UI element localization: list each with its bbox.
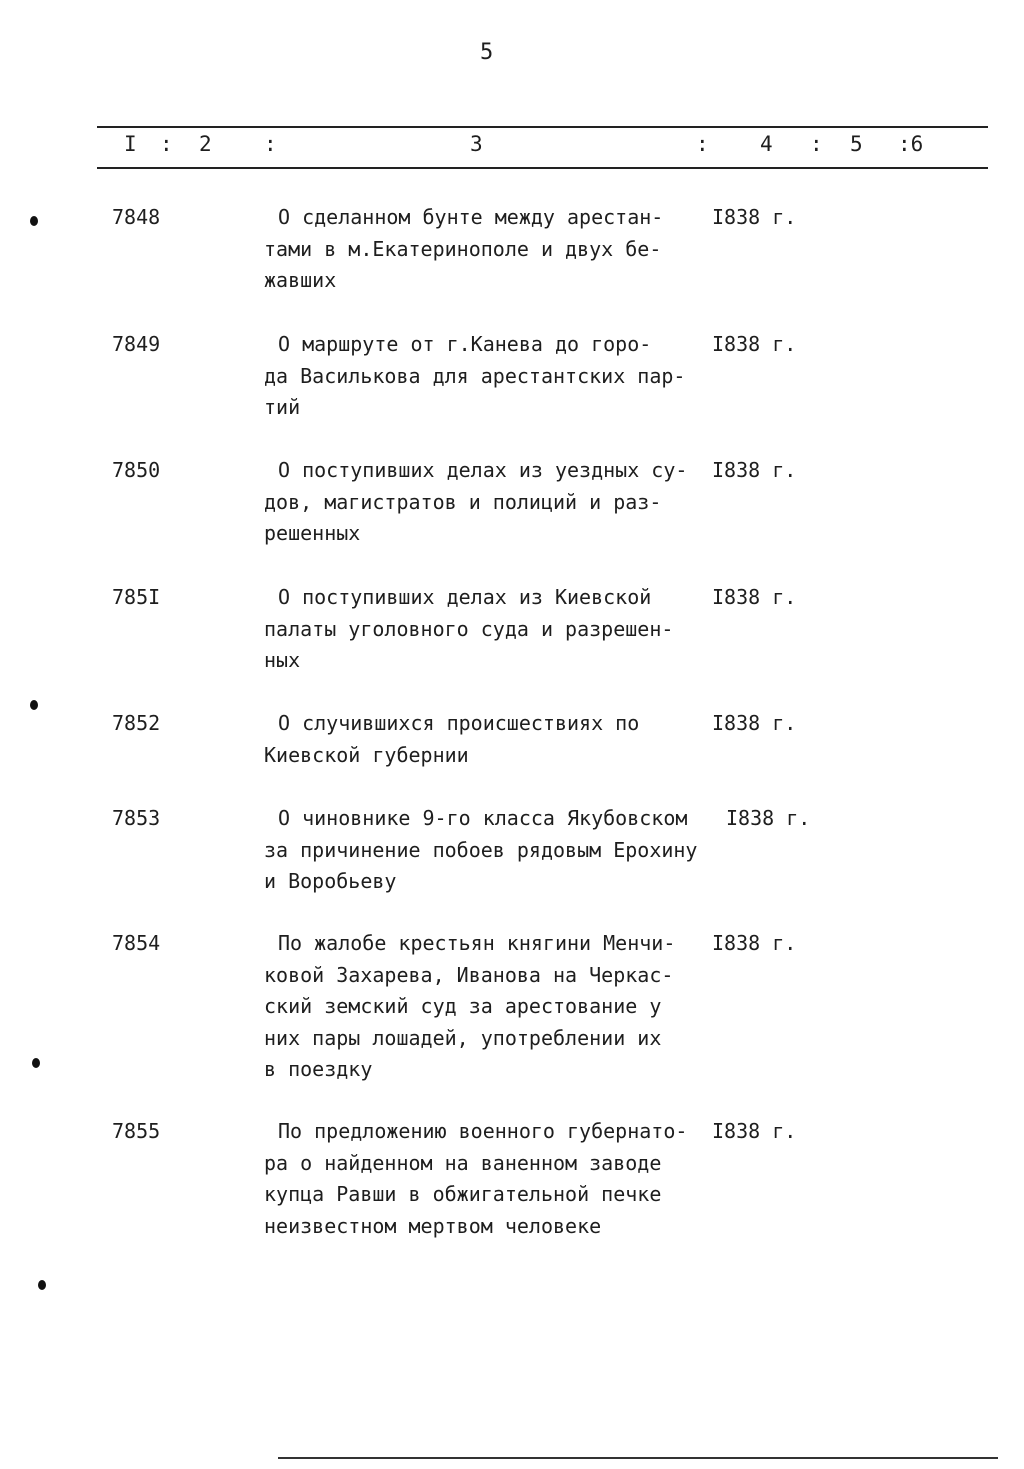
- case-description: [264, 803, 714, 898]
- description-line: О случившихся происшествиях по: [278, 711, 640, 735]
- description-line: неизвестном мертвом человеке: [264, 1213, 602, 1238]
- description-line: ных: [264, 648, 301, 672]
- case-year: I838 г.: [712, 931, 797, 955]
- description-line: них пары лошадей, употреблении их: [264, 1025, 662, 1050]
- description-line: О сделанном бунте между арестан-: [278, 205, 664, 229]
- column-header-3: 3: [470, 132, 483, 156]
- case-description: [264, 928, 714, 1086]
- case-number: 7852: [112, 711, 161, 735]
- case-number: 7854: [112, 931, 161, 955]
- case-number: 7848: [112, 205, 161, 229]
- column-separator: :: [264, 132, 277, 156]
- column-header-5: 5: [850, 132, 863, 156]
- case-year: I838 г.: [712, 585, 797, 609]
- case-number: 7849: [112, 332, 161, 356]
- description-line: в поездку: [264, 1057, 373, 1081]
- column-header-row: [0, 132, 1024, 162]
- description-line: ра о найденном на ваненном заводе: [264, 1150, 662, 1175]
- column-header-2: 2: [199, 132, 212, 156]
- description-line: жавших: [264, 268, 337, 292]
- case-number: 7853: [112, 806, 161, 830]
- description-line: По жалобе крестьян княгини Менчи-: [278, 931, 676, 955]
- description-line: О чиновнике 9-го класса Якубовском: [278, 806, 688, 830]
- binder-hole-mark: [32, 1058, 40, 1068]
- page-number: 5: [480, 40, 494, 65]
- case-description: [264, 202, 714, 297]
- description-line: тий: [264, 395, 301, 419]
- binder-hole-mark: [30, 216, 38, 226]
- description-line: ковой Захарева, Иванова на Черкас-: [264, 962, 674, 987]
- case-description: [264, 582, 714, 677]
- description-line: тами в м.Екатеринополе и двух бе-: [264, 236, 662, 261]
- description-line: Киевской губернии: [264, 742, 469, 767]
- bottom-edge-line: [278, 1457, 998, 1459]
- case-description: [264, 708, 714, 771]
- column-header-1: I: [124, 132, 137, 156]
- binder-hole-mark: [30, 700, 38, 710]
- description-line: решенных: [264, 521, 361, 545]
- description-line: ский земский суд за арестование у: [264, 994, 662, 1018]
- description-line: палаты уголовного суда и разрешен-: [264, 616, 674, 641]
- header-rule-top: [97, 126, 988, 128]
- description-line: да Василькова для арестантских пар-: [264, 363, 686, 388]
- case-year: I838 г.: [726, 806, 811, 830]
- description-line: О маршруте от г.Канева до горо-: [278, 332, 652, 356]
- description-line: По предложению военного губернато-: [278, 1119, 688, 1143]
- description-line: О поступивших делах из Киевской: [278, 585, 652, 609]
- description-line: О поступивших делах из уездных су-: [278, 458, 688, 482]
- case-year: I838 г.: [712, 1119, 797, 1143]
- case-year: I838 г.: [712, 205, 797, 229]
- binder-hole-mark: [38, 1280, 46, 1290]
- header-rule-bottom: [97, 167, 988, 169]
- case-description: [264, 1116, 714, 1242]
- case-number: 785I: [112, 585, 161, 609]
- column-separator: :: [160, 132, 173, 156]
- case-year: I838 г.: [712, 458, 797, 482]
- column-separator: :: [696, 132, 709, 156]
- column-separator: :: [810, 132, 823, 156]
- case-number: 7855: [112, 1119, 161, 1143]
- column-header-4: 4: [760, 132, 773, 156]
- case-number: 7850: [112, 458, 161, 482]
- description-line: и Воробьеву: [264, 869, 397, 893]
- case-description: [264, 329, 714, 424]
- case-year: I838 г.: [712, 711, 797, 735]
- description-line: за причинение побоев рядовым Ерохину: [264, 837, 698, 862]
- description-line: дов, магистратов и полиций и раз-: [264, 489, 662, 514]
- column-header-6: :6: [898, 132, 924, 156]
- case-year: I838 г.: [712, 332, 797, 356]
- description-line: купца Равши в обжигательной печке: [264, 1182, 662, 1206]
- case-description: [264, 455, 714, 550]
